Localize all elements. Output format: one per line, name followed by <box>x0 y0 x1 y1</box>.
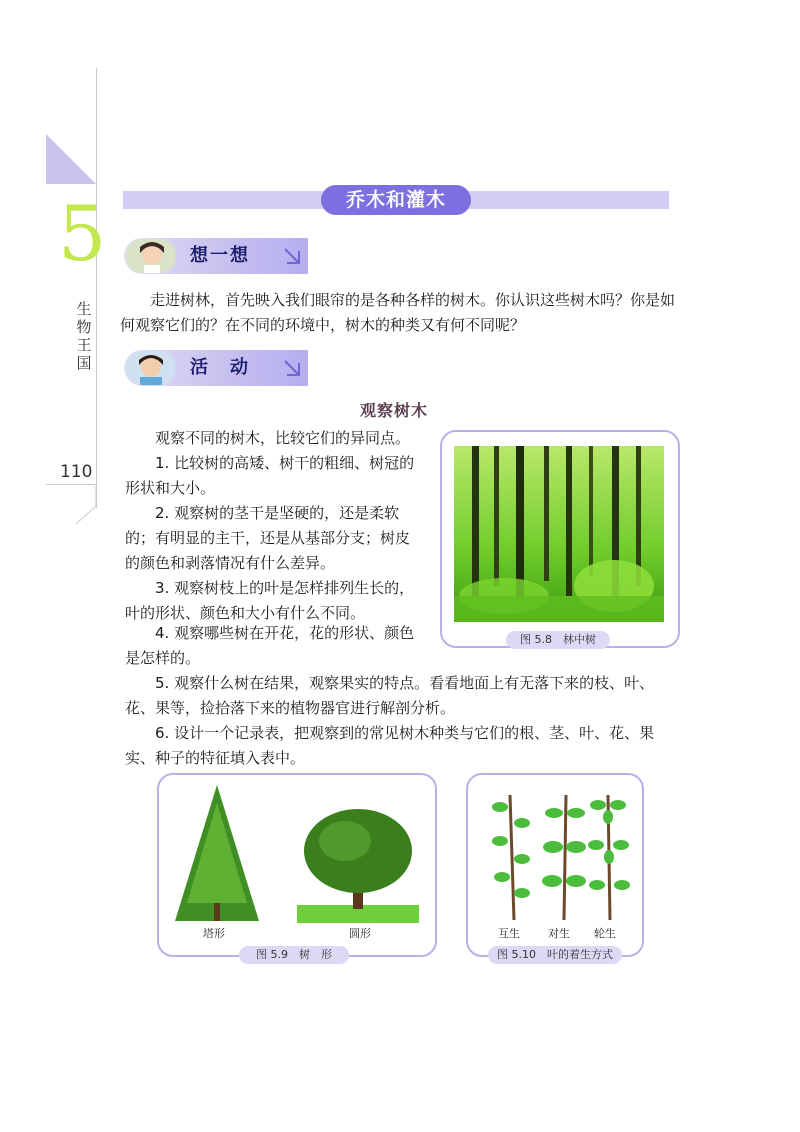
margin-triangle <box>46 134 96 184</box>
round-tree-image <box>297 805 419 923</box>
activity-item-2: 2. 观察树的茎干是坚硬的，还是柔软的；有明显的主干，还是从基部分支；树皮的颜色和剥落情况有什么差异。 <box>125 504 411 572</box>
activity-title: 观察树木 <box>360 401 429 420</box>
figure-caption: 图 5.10 叶的着生方式 <box>488 946 622 964</box>
figure-leaf-arrangement <box>466 773 644 961</box>
figure-forest <box>440 430 680 648</box>
activity-item-4: 4. 观察哪些树在开花，花的形状、颜色是怎样的。 <box>125 624 415 667</box>
figure-caption: 图 5.8 林中树 <box>506 631 610 649</box>
chapter-number: 5 <box>58 189 107 278</box>
activity-label: 活 动 <box>190 357 250 378</box>
activity-intro: 观察不同的树木，比较它们的异同点。 <box>155 429 411 447</box>
page-number: 110 <box>60 462 93 482</box>
figure-tree-shapes <box>157 773 437 961</box>
figure-caption: 图 5.9 树 形 <box>239 946 349 964</box>
tree-shape-label: 圆形 <box>349 927 371 940</box>
forest-image <box>454 446 664 622</box>
think-avatar <box>126 239 176 273</box>
activity-item-1: 1. 比较树的高矮、树干的粗细、树冠的形状和大小。 <box>125 454 415 497</box>
tree-shape-label: 塔形 <box>203 927 225 940</box>
margin-line <box>96 68 97 508</box>
arrow-icon <box>282 246 302 266</box>
section-title: 乔木和灌木 <box>321 185 471 215</box>
activity-item-3: 3. 观察树枝上的叶是怎样排列生长的，叶的形状、颜色和大小有什么不同。 <box>125 579 415 622</box>
chapter-side-title: 生物王国 <box>76 300 92 372</box>
tower-tree-image <box>171 783 263 923</box>
activity-item-5: 5. 观察什么树在结果，观察果实的特点。看看地面上有无落下来的枝、叶、花、果等，捡拾落下来的植物器官进行解剖分析。 <box>125 674 655 717</box>
activity-item-6: 6. 设计一个记录表，把观察到的常见树木种类与它们的根、茎、叶、花、果实、种子的特征填入表中。 <box>125 724 655 767</box>
leaf-arrangement-label: 轮生 <box>594 927 616 940</box>
think-paragraph: 走进树林，首先映入我们眼帘的是各种各样的树木。你认识这些树木吗？你是如何观察它们的？在不同的环境中，树木的种类又有何不同呢？ <box>120 291 676 334</box>
page-number-rule <box>46 484 96 485</box>
arrow-icon <box>282 358 302 378</box>
think-label: 想一想 <box>190 245 250 266</box>
leaf-arrangement-label: 对生 <box>548 927 570 940</box>
activity-avatar <box>126 351 176 385</box>
margin-fold <box>72 486 98 526</box>
leaf-arrangement-label: 互生 <box>498 927 520 940</box>
leaf-arrangement-image <box>476 785 634 923</box>
